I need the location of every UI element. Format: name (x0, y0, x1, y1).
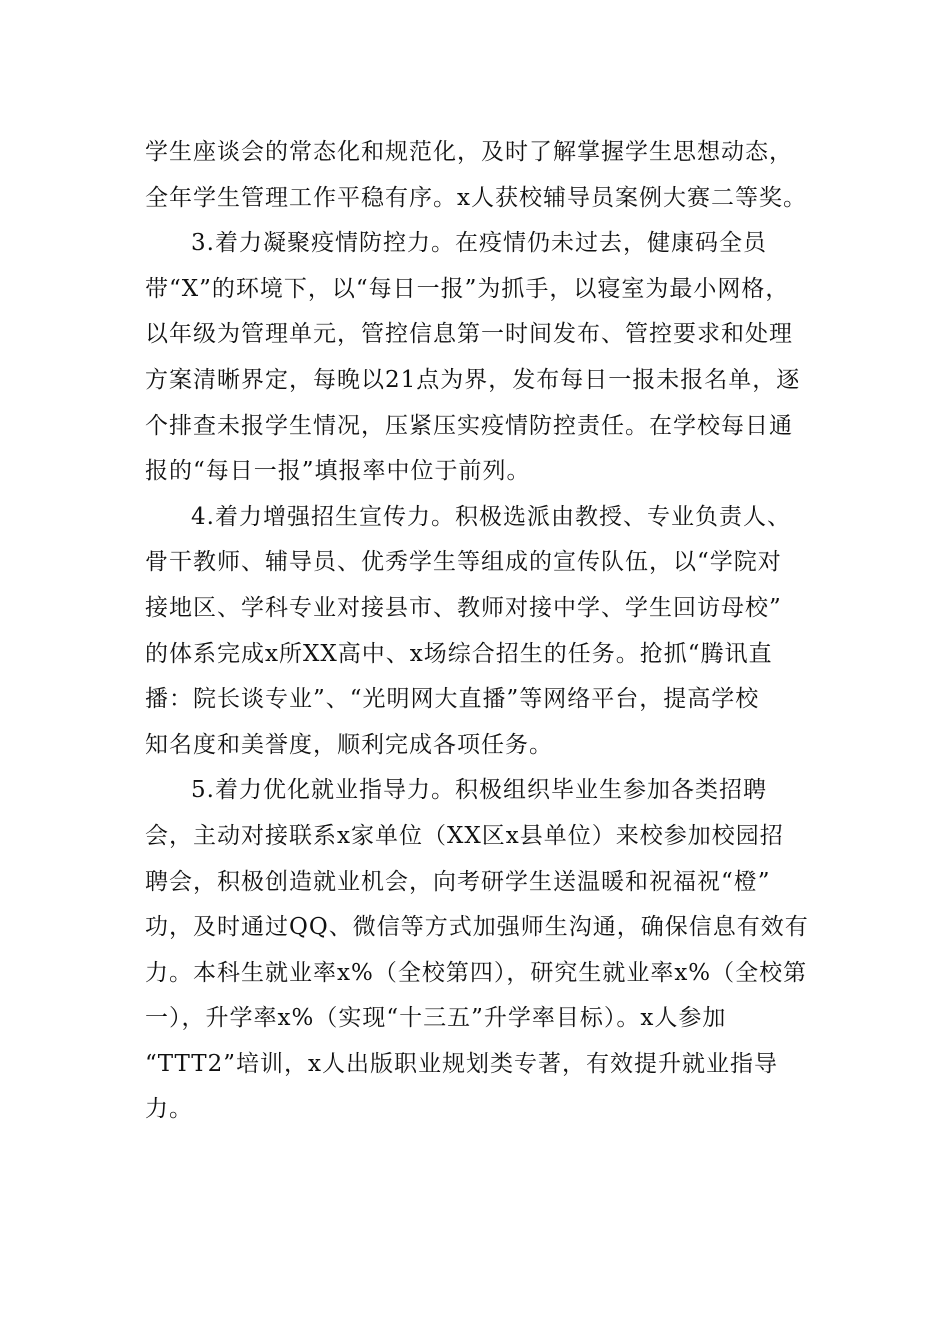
text-line-21: “TTT2”培训，x人出版职业规划类专著，有效提升就业指导 (145, 1050, 778, 1077)
paragraph-5-heading-line: 5.着力优化就业指导力。积极组织毕业生参加各类招聘 (191, 777, 767, 804)
document-body (145, 130, 825, 1133)
text-line-8: 报的“每日一报”填报率中位于前列。 (145, 458, 531, 485)
text-line-17: 聘会，积极创造就业机会，向考研学生送温暖和祝福祝“橙” (145, 868, 771, 895)
text-line-13: 播：院长谈专业”、“光明网大直播”等网络平台，提高学校 (145, 686, 760, 713)
text-line-22: 力。 (145, 1096, 193, 1123)
text-line-12: 的体系完成x所XX高中、x场综合招生的任务。抢抓“腾讯直 (145, 640, 773, 667)
text-line-6: 方案清晰界定，每晚以21点为界，发布每日一报未报名单，逐 (145, 366, 801, 393)
text-line-14: 知名度和美誉度，顺利完成各项任务。 (145, 731, 553, 758)
text-line-19: 力。本科生就业率x%（全校第四），研究生就业率x%（全校第 (145, 959, 808, 986)
text-line-11: 接地区、学科专业对接县市、教师对接中学、学生回访母校” (145, 594, 782, 621)
paragraph-4-heading-line: 4.着力增强招生宣传力。积极选派由教授、专业负责人、 (191, 503, 791, 530)
text-line-10: 骨干教师、辅导员、优秀学生等组成的宣传队伍，以“学院对 (145, 549, 782, 576)
text-line-16: 会，主动对接联系x家单位（XX区x县单位）来校参加校园招 (145, 822, 784, 849)
text-line-5: 以年级为管理单元，管控信息第一时间发布、管控要求和处理 (145, 321, 793, 348)
text-line-4: 带“X”的环境下，以“每日一报”为抓手，以寝室为最小网格， (145, 275, 790, 302)
text-line-2: 全年学生管理工作平稳有序。x人获校辅导员案例大赛二等奖。 (145, 184, 807, 211)
paragraph-3-heading-line: 3.着力凝聚疫情防控力。在疫情仍未过去，健康码全员 (191, 230, 767, 257)
text-line-7: 个排查未报学生情况，压紧压实疫情防控责任。在学校每日通 (145, 412, 793, 439)
text-line-20: 一），升学率x%（实现“十三五”升学率目标）。x人参加 (145, 1005, 727, 1032)
text-line-18: 功，及时通过QQ、微信等方式加强师生沟通，确保信息有效有 (145, 914, 809, 941)
text-line-1: 学生座谈会的常态化和规范化，及时了解掌握学生思想动态， (145, 139, 793, 165)
